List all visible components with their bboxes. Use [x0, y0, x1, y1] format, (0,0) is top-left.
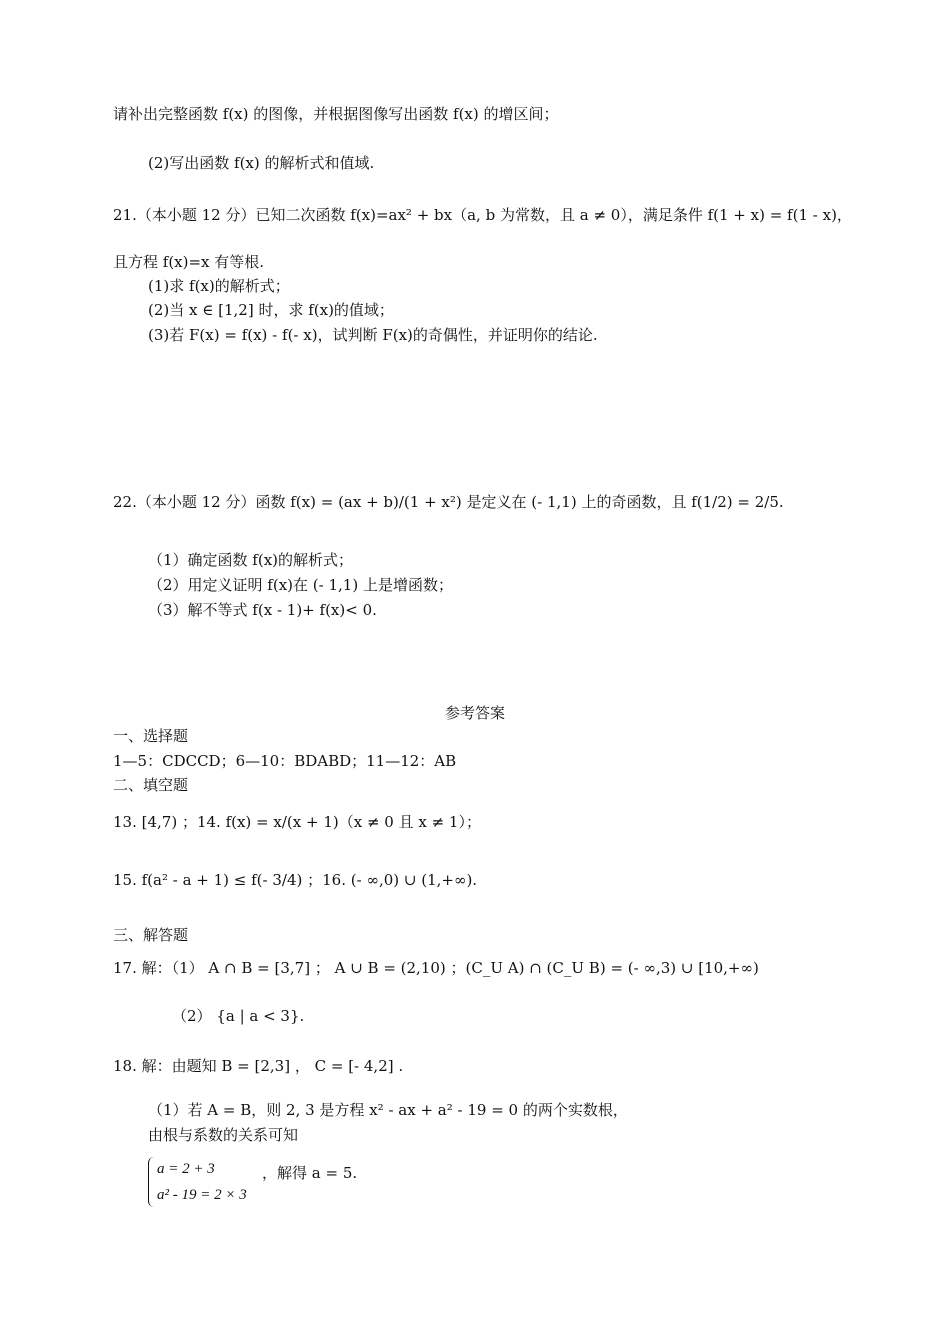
section-solutions: 三、解答题 — [113, 926, 189, 944]
choice-answers: 1—5：CDCCD；6—10：BDABD；11—12：AB — [113, 752, 457, 770]
q21-stem2: 且方程 f(x)=x 有等根. — [113, 253, 265, 271]
answer-17-part2: （2） {a | a < 3}. — [172, 1007, 305, 1025]
answers-title: 参考答案 — [444, 704, 505, 722]
section-fill: 二、填空题 — [113, 776, 189, 794]
answer-17-part1: 17. 解：（1） A ∩ B = [3,7] ； A ∪ B = (2,10) ；(C_U A) ∩ (C_U B) = (- ∞,3) ∪ [10,+∞) — [113, 959, 759, 977]
answers-15-16: 15. f(a² - a + 1) ≤ f(- 3/4) ；16. (- ∞,0) ∪ (1,+∞). — [113, 871, 478, 889]
q22-part1: （1）确定函数 f(x)的解析式； — [148, 551, 354, 569]
answer-18-part1: （1）若 A = B，则 2, 3 是方程 x² - ax + a² - 19 = 0 的两个实数根， — [148, 1101, 628, 1119]
system-brace — [148, 1157, 157, 1207]
q21-part2: (2)当 x ∈ [1,2] 时，求 f(x)的值域； — [148, 301, 394, 319]
answer-18-system-eq1: a = 2 + 3 — [157, 1161, 215, 1177]
q21-stem: 21.（本小题 12 分）已知二次函数 f(x)=ax² + bx（a, b 为常数，且 a ≠ 0），满足条件 f(1 + x) = f(1 - x)， — [113, 206, 852, 224]
q22-stem: 22.（本小题 12 分）函数 f(x) = (ax + b)/(1 + x²) 是定义在 (- 1,1) 上的奇函数，且 f(1/2) = 2/5. — [113, 493, 784, 511]
answer-18-result: ，解得 a = 5. — [262, 1164, 358, 1182]
q22-part2: （2）用定义证明 f(x)在 (- 1,1) 上是增函数； — [148, 576, 453, 594]
section-choice: 一、选择题 — [113, 727, 189, 745]
q22-part3: （3）解不等式 f(x - 1)+ f(x)< 0. — [148, 601, 377, 619]
answer-18-intro: 18. 解：由题知 B = [2,3] ， C = [- 4,2] . — [113, 1057, 404, 1075]
q20-line2: (2)写出函数 f(x) 的解析式和值域. — [148, 154, 375, 172]
q21-part1: (1)求 f(x)的解析式； — [148, 277, 290, 295]
answers-13-14: 13. [4,7) ；14. f(x) = x/(x + 1)（x ≠ 0 且 x ≠ 1）； — [113, 813, 481, 831]
q21-part3: (3)若 F(x) = f(x) - f(- x)，试判断 F(x)的奇偶性，并证明你的结论. — [148, 326, 598, 344]
answer-18-system-eq2: a² - 19 = 2 × 3 — [157, 1187, 247, 1203]
q20-line1: 请补出完整函数 f(x) 的图像，并根据图像写出函数 f(x) 的增区间； — [113, 105, 559, 123]
answer-18-note: 由根与系数的关系可知 — [148, 1126, 299, 1144]
